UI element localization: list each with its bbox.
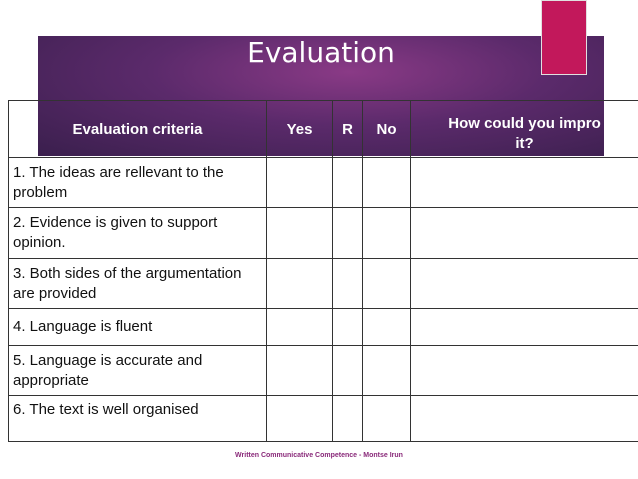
no-cell[interactable]: [363, 346, 411, 396]
criterion-cell: 3. Both sides of the argumentation are provided: [9, 259, 267, 309]
r-cell[interactable]: [333, 158, 363, 208]
improve-cell[interactable]: [411, 346, 638, 396]
table-header-row: [9, 101, 638, 158]
r-cell[interactable]: [333, 259, 363, 309]
no-cell[interactable]: [363, 396, 411, 442]
criterion-cell: 2. Evidence is given to support opinion.: [9, 208, 267, 259]
slide-footer: Written Communicative Competence - Montse Irun: [235, 452, 403, 459]
table-row: [9, 259, 638, 309]
header-criteria: Evaluation criteria: [9, 101, 267, 158]
header-improve-line1: How could you impro: [448, 115, 601, 132]
criterion-cell: 1. The ideas are rellevant to the problem: [9, 158, 267, 208]
header-no: No: [363, 101, 411, 158]
no-cell[interactable]: [363, 158, 411, 208]
table-row: [9, 158, 638, 208]
improve-cell[interactable]: [411, 208, 638, 259]
improve-cell[interactable]: [411, 259, 638, 309]
yes-cell[interactable]: [267, 309, 333, 346]
yes-cell[interactable]: [267, 208, 333, 259]
table-row: [9, 396, 638, 442]
no-cell[interactable]: [363, 309, 411, 346]
header-improve-line2: it?: [515, 135, 534, 152]
r-cell[interactable]: [333, 208, 363, 259]
r-cell[interactable]: [333, 309, 363, 346]
yes-cell[interactable]: [267, 158, 333, 208]
r-cell[interactable]: [333, 396, 363, 442]
improve-cell[interactable]: [411, 309, 638, 346]
yes-cell[interactable]: [267, 346, 333, 396]
yes-cell[interactable]: [267, 396, 333, 442]
yes-cell[interactable]: [267, 259, 333, 309]
table-row: [9, 346, 638, 396]
improve-cell[interactable]: [411, 396, 638, 442]
table-row: [9, 309, 638, 346]
improve-cell[interactable]: [411, 158, 638, 208]
r-cell[interactable]: [333, 346, 363, 396]
no-cell[interactable]: [363, 259, 411, 309]
criterion-cell: 6. The text is well organised: [9, 396, 267, 442]
header-improve: [411, 101, 638, 158]
criterion-cell: 5. Language is accurate and appropriate: [9, 346, 267, 396]
evaluation-table: [8, 100, 638, 442]
criterion-cell: 4. Language is fluent: [9, 309, 267, 346]
header-r: R: [333, 101, 363, 158]
header-yes: Yes: [267, 101, 333, 158]
no-cell[interactable]: [363, 208, 411, 259]
slide-title: Evaluation: [247, 36, 395, 69]
table-row: [9, 208, 638, 259]
